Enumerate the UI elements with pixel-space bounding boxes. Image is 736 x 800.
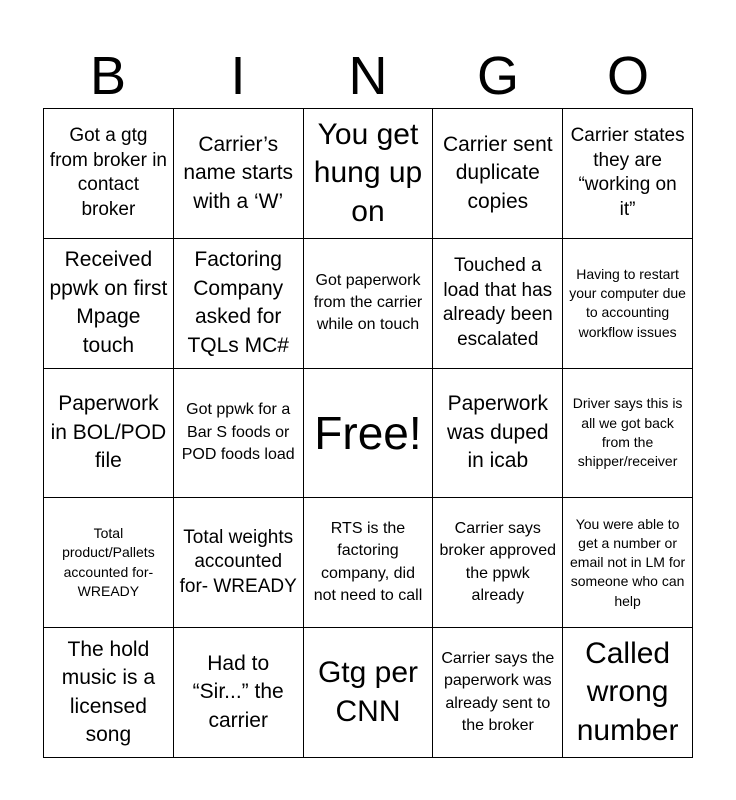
header-letter-i: I bbox=[230, 46, 246, 106]
bingo-cell-i2[interactable] bbox=[174, 239, 304, 369]
bingo-cell-b4[interactable] bbox=[44, 498, 174, 628]
bingo-cell-g5[interactable] bbox=[433, 628, 563, 758]
bingo-cell-label: Carrier’s name starts with a ‘W’ bbox=[183, 132, 294, 213]
bingo-cell-label: Total product/Pallets accounted for- WREADY bbox=[62, 525, 155, 600]
bingo-cell-label: Carrier says broker approved the ppwk already bbox=[439, 520, 557, 605]
bingo-cell-label: Got a gtg from broker in contact broker bbox=[49, 125, 167, 221]
bingo-cell-b5[interactable] bbox=[44, 628, 174, 758]
bingo-cell-i5[interactable] bbox=[174, 628, 304, 758]
bingo-board bbox=[43, 108, 693, 758]
bingo-cell-label: Carrier says the paperwork was already sent to the broker bbox=[441, 649, 555, 734]
bingo-cell-label: Called wrong number bbox=[576, 637, 679, 747]
bingo-cell-b3[interactable] bbox=[44, 369, 174, 499]
bingo-cell-label: RTS is the factoring company, did not need to call bbox=[313, 520, 423, 605]
bingo-cell-label: Received ppwk on first Mpage touch bbox=[49, 248, 168, 357]
bingo-cell-label: Paperwork in BOL/POD file bbox=[50, 392, 167, 473]
bingo-cell-n1[interactable] bbox=[304, 109, 434, 239]
bingo-cell-label: The hold music is a licensed song bbox=[61, 637, 156, 747]
bingo-cell-label: Gtg per CNN bbox=[317, 656, 419, 728]
bingo-cell-label: You get hung up on bbox=[313, 117, 423, 228]
bingo-cell-i4[interactable] bbox=[174, 498, 304, 628]
bingo-cell-label: Got paperwork from the carrier while on touch bbox=[313, 271, 423, 334]
bingo-cell-o5[interactable] bbox=[563, 628, 693, 758]
bingo-cell-g2[interactable] bbox=[433, 239, 563, 369]
header-letter-b: B bbox=[89, 46, 127, 106]
bingo-cell-label: Paperwork was duped in icab bbox=[447, 392, 549, 473]
bingo-cell-o1[interactable] bbox=[563, 109, 693, 239]
bingo-cell-g3[interactable] bbox=[433, 369, 563, 499]
bingo-cell-label: Had to “Sir...” the carrier bbox=[192, 651, 284, 732]
bingo-cell-o4[interactable] bbox=[563, 498, 693, 628]
bingo-cell-i3[interactable] bbox=[174, 369, 304, 499]
bingo-cell-label: Having to restart your computer due to accounting workflow issues bbox=[569, 265, 686, 340]
bingo-header bbox=[43, 44, 693, 108]
bingo-cell-label: Free! bbox=[314, 406, 422, 459]
bingo-cell-label: Got ppwk for a Bar S foods or POD foods load bbox=[181, 401, 295, 464]
header-letter-n: N bbox=[348, 46, 388, 106]
bingo-cell-n2[interactable] bbox=[304, 239, 434, 369]
bingo-cell-g4[interactable] bbox=[433, 498, 563, 628]
bingo-cell-n3[interactable] bbox=[304, 369, 434, 499]
header-letter-g: G bbox=[476, 46, 519, 106]
bingo-cell-label: Touched a load that has already been escalated bbox=[442, 254, 553, 350]
bingo-cell-b1[interactable] bbox=[44, 109, 174, 239]
bingo-cell-label: You were able to get a number or email not in LM for someone who can help bbox=[570, 515, 686, 609]
bingo-cell-label: Carrier sent duplicate copies bbox=[442, 132, 553, 213]
bingo-cell-n4[interactable] bbox=[304, 498, 434, 628]
bingo-cell-label: Carrier states they are “working on it” bbox=[570, 125, 685, 221]
bingo-cell-b2[interactable] bbox=[44, 239, 174, 369]
bingo-cell-n5[interactable] bbox=[304, 628, 434, 758]
bingo-cell-label: Driver says this is all we got back from the shipper/receiver bbox=[572, 395, 683, 470]
bingo-cell-o2[interactable] bbox=[563, 239, 693, 369]
bingo-cell-label: Total weights accounted for- WREADY bbox=[179, 526, 297, 598]
bingo-cell-label: Factoring Company asked for TQLs MC# bbox=[187, 248, 289, 357]
bingo-cell-g1[interactable] bbox=[433, 109, 563, 239]
bingo-cell-o3[interactable] bbox=[563, 369, 693, 499]
bingo-cell-i1[interactable] bbox=[174, 109, 304, 239]
header-letter-o: O bbox=[606, 46, 649, 106]
